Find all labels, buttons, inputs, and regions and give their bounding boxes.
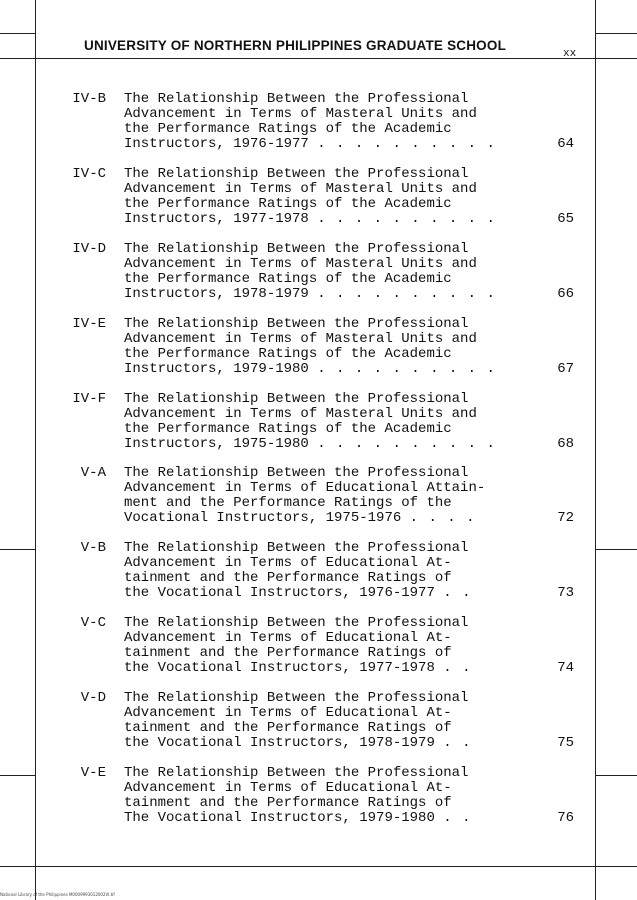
top-left-tick <box>0 33 35 34</box>
entry-title-line <box>124 511 485 526</box>
entry-title-line <box>124 362 496 377</box>
entry-code: IV-F <box>72 391 106 407</box>
toc-entry <box>0 616 637 676</box>
entry-title-line <box>124 137 496 152</box>
header-rule <box>0 58 637 59</box>
entry-title-line <box>124 257 496 272</box>
toc-entry <box>0 392 637 452</box>
entry-title-text: Instructors, 1976-1977 <box>124 136 309 152</box>
entry-title-text: tainment and the Performance Ratings of <box>124 645 452 661</box>
entry-title-text: Instructors, 1978-1979 <box>124 286 309 302</box>
entry-title-line <box>124 287 496 302</box>
dot-leader: . . . . . . . . . . <box>317 286 496 302</box>
entry-title-text: Instructors, 1977-1978 <box>124 211 309 227</box>
entry-title-line <box>124 107 496 122</box>
entry-code: IV-D <box>72 241 106 257</box>
entry-title-line <box>124 811 471 826</box>
entry-title-text: the Performance Ratings of the Academic <box>124 271 452 287</box>
entry-title-line <box>124 347 496 362</box>
entry-title-text: The Relationship Between the Professional <box>124 540 469 556</box>
entry-title <box>124 466 485 526</box>
entry-title-line <box>124 182 496 197</box>
entry-title-text: tainment and the Performance Ratings of <box>124 570 452 586</box>
entry-title-text: The Relationship Between the Professional <box>124 91 469 107</box>
toc-entry <box>0 242 637 302</box>
entry-title-line <box>124 586 471 601</box>
entry-page-number: 64 <box>557 136 574 152</box>
entry-title-text: The Relationship Between the Professional <box>124 241 469 257</box>
entry-title-text: Advancement in Terms of Masteral Units and <box>124 331 477 347</box>
entry-title-line <box>124 212 496 227</box>
entry-title-line <box>124 556 471 571</box>
source-footer: National Library of the Philippines M0009993012002VI.tif <box>0 892 115 897</box>
toc-entry <box>0 92 637 152</box>
entry-title-text: the Performance Ratings of the Academic <box>124 421 452 437</box>
entry-title-line <box>124 167 496 182</box>
entry-title-text: Advancement in Terms of Masteral Units and <box>124 106 477 122</box>
bottom-rule <box>0 866 637 867</box>
entry-title <box>124 541 471 601</box>
entry-title-line <box>124 272 496 287</box>
entry-code: V-C <box>80 615 106 631</box>
entry-page-number: 67 <box>557 361 574 377</box>
entry-title-text: ment and the Performance Ratings of the <box>124 495 452 511</box>
entry-title-line <box>124 466 485 481</box>
page-title: UNIVERSITY OF NORTHERN PHILIPPINES GRADUATE SCHOOL <box>84 38 507 53</box>
entry-title-line <box>124 92 496 107</box>
entry-title-text: the Performance Ratings of the Academic <box>124 196 452 212</box>
entry-title-text: the Vocational Instructors, 1977-1978 <box>124 660 435 676</box>
entry-title-line <box>124 631 471 646</box>
entry-title-line <box>124 571 471 586</box>
toc-entry <box>0 317 637 377</box>
entry-title-text: Advancement in Terms of Educational At- <box>124 705 452 721</box>
entry-title-line <box>124 736 471 751</box>
entry-title-text: Advancement in Terms of Educational At- <box>124 630 452 646</box>
entry-title <box>124 691 471 751</box>
entry-title-text: the Performance Ratings of the Academic <box>124 346 452 362</box>
dot-leader: . . . . <box>409 510 476 526</box>
entry-title-line <box>124 661 471 676</box>
entry-title-line <box>124 317 496 332</box>
entry-title-text: Advancement in Terms of Masteral Units and <box>124 256 477 272</box>
entry-title-line <box>124 721 471 736</box>
entry-title-line <box>124 766 471 781</box>
entry-title-text: the Performance Ratings of the Academic <box>124 121 452 137</box>
entry-title-line <box>124 691 471 706</box>
entry-code: V-A <box>80 465 106 481</box>
entry-title-line <box>124 437 496 452</box>
entry-title-text: The Relationship Between the Professional <box>124 166 469 182</box>
entry-page-number: 66 <box>557 286 574 302</box>
entry-title-text: Advancement in Terms of Masteral Units and <box>124 406 477 422</box>
entry-title-line <box>124 422 496 437</box>
entry-title-text: Advancement in Terms of Masteral Units and <box>124 181 477 197</box>
entry-title <box>124 317 496 377</box>
top-right-tick <box>595 33 637 34</box>
entry-title-text: the Vocational Instructors, 1976-1977 <box>124 585 435 601</box>
entry-title-text: The Relationship Between the Professional <box>124 391 469 407</box>
entry-title <box>124 616 471 676</box>
entry-title-text: tainment and the Performance Ratings of <box>124 720 452 736</box>
entry-title-line <box>124 242 496 257</box>
dot-leader: . . <box>443 735 472 751</box>
entry-title-text: Instructors, 1979-1980 <box>124 361 309 377</box>
entry-title-text: The Vocational Instructors, 1979-1980 <box>124 810 435 826</box>
entry-title <box>124 92 496 152</box>
entry-code: IV-B <box>72 91 106 107</box>
entry-title <box>124 167 496 227</box>
entry-title-line <box>124 541 471 556</box>
dot-leader: . . . . . . . . . . <box>317 211 496 227</box>
entry-code: V-E <box>80 765 106 781</box>
dot-leader: . . . . . . . . . . <box>317 436 496 452</box>
entry-title-line <box>124 796 471 811</box>
entry-page-number: 72 <box>557 510 574 526</box>
entry-title-line <box>124 481 485 496</box>
entry-title-line <box>124 392 496 407</box>
entry-title-text: The Relationship Between the Professional <box>124 615 469 631</box>
entry-title-text: Vocational Instructors, 1975-1976 <box>124 510 402 526</box>
entry-page-number: 65 <box>557 211 574 227</box>
entry-title-text: The Relationship Between the Professional <box>124 765 469 781</box>
entry-title-text: The Relationship Between the Professional <box>124 316 469 332</box>
entry-title-line <box>124 197 496 212</box>
entry-title-line <box>124 616 471 631</box>
entry-title-text: tainment and the Performance Ratings of <box>124 795 452 811</box>
entry-code: IV-C <box>72 166 106 182</box>
entry-page-number: 76 <box>557 810 574 826</box>
entry-code: V-B <box>80 540 106 556</box>
entry-title-line <box>124 781 471 796</box>
dot-leader: . . <box>443 585 472 601</box>
toc-entry <box>0 167 637 227</box>
entry-title-line <box>124 122 496 137</box>
entry-title <box>124 392 496 452</box>
entry-page-number: 73 <box>557 585 574 601</box>
dot-leader: . . . . . . . . . . <box>317 136 496 152</box>
entry-title <box>124 766 471 826</box>
toc-entry <box>0 466 637 526</box>
dot-leader: . . <box>443 810 472 826</box>
entry-title-text: Instructors, 1975-1980 <box>124 436 309 452</box>
entry-title-text: Advancement in Terms of Educational At- <box>124 780 452 796</box>
dot-leader: . . . . . . . . . . <box>317 361 496 377</box>
page-number: xx <box>563 48 577 60</box>
dot-leader: . . <box>443 660 472 676</box>
entry-code: V-D <box>80 690 106 706</box>
entry-title-text: Advancement in Terms of Educational At- <box>124 555 452 571</box>
entry-title-text: The Relationship Between the Professional <box>124 465 469 481</box>
entry-title-line <box>124 332 496 347</box>
entry-title-line <box>124 646 471 661</box>
toc-entry <box>0 691 637 751</box>
entry-code: IV-E <box>72 316 106 332</box>
entry-title <box>124 242 496 302</box>
entry-title-text: Advancement in Terms of Educational Attain- <box>124 480 486 496</box>
entry-page-number: 74 <box>557 660 574 676</box>
entry-title-line <box>124 706 471 721</box>
entry-title-line <box>124 496 485 511</box>
entry-page-number: 68 <box>557 436 574 452</box>
entry-title-text: the Vocational Instructors, 1978-1979 <box>124 735 435 751</box>
toc-entry <box>0 766 637 826</box>
entry-title-text: The Relationship Between the Professional <box>124 690 469 706</box>
entry-title-line <box>124 407 496 422</box>
toc-entry <box>0 541 637 601</box>
entry-page-number: 75 <box>557 735 574 751</box>
